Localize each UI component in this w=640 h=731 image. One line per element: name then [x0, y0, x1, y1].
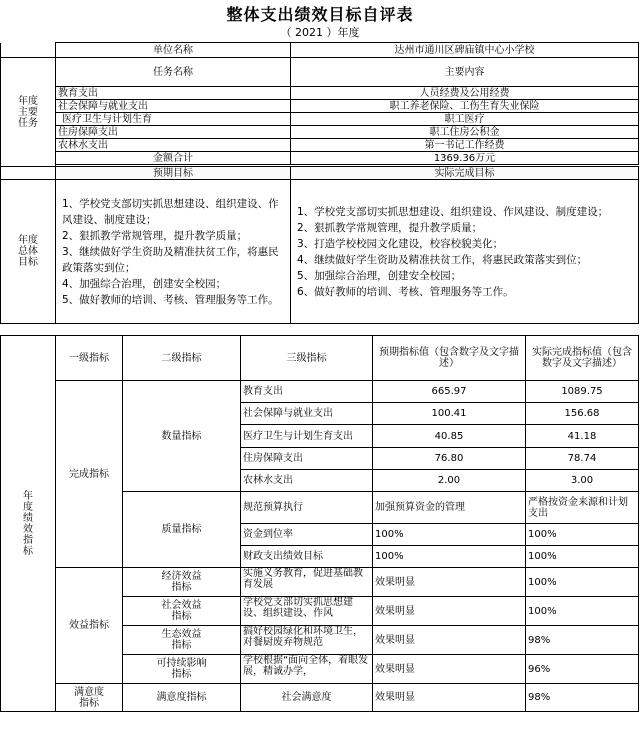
expected-value: 效果明显: [373, 655, 526, 684]
expected-value: 效果明显: [373, 684, 526, 712]
completion-indicator-label: 完成指标: [56, 381, 123, 568]
expected-value: 效果明显: [373, 597, 526, 626]
indicator-name: 规范预算执行: [241, 492, 373, 524]
actual-value: 41.18: [526, 425, 639, 448]
actual-value: 100%: [526, 546, 639, 568]
indicator-name: 学校根据“面向全体，着眼发展，精诚办学，: [241, 655, 373, 684]
benefit-level2: 经济效益 指标: [123, 568, 241, 597]
expected-value: 加强预算资金的管理: [373, 492, 526, 524]
quantity-indicator-label: 数量指标: [123, 381, 241, 492]
expected-value: 效果明显: [373, 568, 526, 597]
indicator-name: 住房保障支出: [241, 448, 373, 470]
indicator-name: 医疗卫生与计划生育支出: [241, 425, 373, 448]
tasks-section-label: 年度 主要 任务: [1, 58, 56, 167]
task-content: 第一书记工作经费: [291, 139, 639, 152]
expected-value-header: 预期指标值（包含数字及文字描述）: [373, 336, 526, 381]
actual-value: 100%: [526, 524, 639, 546]
expected-goal-text: 1、学校党支部切实抓思想建设、组织建设、作风建设、制度建设； 2、狠抓教学常规管理，提升教学质量； 3、继续做好学生资助及精准扶贫工作，将惠民政策落实到位； 4、加强综合治理，创建安全校园； 5、做好教师的培训、考核、管理服务等工作。: [56, 180, 291, 324]
level3-header: 三级指标: [241, 336, 373, 381]
actual-goal-text: 1、学校党支部切实抓思想建设、组织建设、作风建设、制度建设； 2、狠抓教学常规管理，提升教学质量； 3、打造学校校园文化建设，校容校貌美化； 4、继续做好学生资助及精准扶贫工作，将惠民政策落实到位； 5、加强综合治理，创建安全校园； 6、做好教师的培训、考核、管理服务等工作。: [291, 180, 639, 324]
expected-value: 2.00: [373, 470, 526, 492]
total-value: 1369.36万元: [291, 152, 639, 165]
indicator-name: 社会满意度: [241, 684, 373, 712]
indicator-table: [0, 335, 639, 712]
expected-value: 100%: [373, 546, 526, 568]
indicator-name: 社会保障与就业支出: [241, 403, 373, 425]
indicator-name: 学校党支部切实抓思想建设、组织建设、作风: [241, 597, 373, 626]
indicators-section-label: 年 度 绩 效 指 标: [1, 336, 56, 712]
actual-value: 96%: [526, 655, 639, 684]
level1-header: 一级指标: [56, 336, 123, 381]
benefit-level2: 可持续影响 指标: [123, 655, 241, 684]
actual-value-header: 实际完成指标值（包含数字及文字描述）: [526, 336, 639, 381]
task-content: 职工养老保险、工伤生育失业保险: [291, 100, 639, 113]
task-name: 医疗卫生与计划生育: [56, 113, 291, 126]
unit-label: 单位名称: [56, 43, 291, 58]
expected-value: 665.97: [373, 381, 526, 403]
task-name: 教育支出: [56, 87, 291, 100]
task-content: 职工住房公积金: [291, 126, 639, 139]
actual-value: 3.00: [526, 470, 639, 492]
satisfaction-level2: 满意度指标: [123, 684, 241, 712]
actual-value: 78.74: [526, 448, 639, 470]
benefit-level2: 生态效益 指标: [123, 626, 241, 655]
quality-indicator-label: 质量指标: [123, 492, 241, 568]
unit-value: 达州市通川区碑庙镇中心小学校: [291, 43, 639, 58]
actual-value: 98%: [526, 684, 639, 712]
benefit-level2: 社会效益 指标: [123, 597, 241, 626]
goals-section-label: 年度 总体 目标: [1, 180, 56, 324]
indicator-name: 农林水支出: [241, 470, 373, 492]
indicator-name: 教育支出: [241, 381, 373, 403]
year-line: （ 2021 ）年度: [280, 26, 360, 39]
expected-goal-header: 预期目标: [56, 167, 291, 180]
actual-value: 98%: [526, 626, 639, 655]
total-label: 金额合计: [56, 152, 291, 165]
expected-value: 100%: [373, 524, 526, 546]
actual-value: 100%: [526, 597, 639, 626]
satisfaction-level1: 满意度 指标: [56, 684, 123, 712]
actual-value: 100%: [526, 568, 639, 597]
expected-value: 40.85: [373, 425, 526, 448]
expected-value: 效果明显: [373, 626, 526, 655]
expected-value: 100.41: [373, 403, 526, 425]
benefit-indicator-label: 效益指标: [56, 568, 123, 684]
task-name-header: 任务名称: [56, 58, 291, 87]
indicator-name: 资金到位率: [241, 524, 373, 546]
task-content: 人员经费及公用经费: [291, 87, 639, 100]
actual-value: 1089.75: [526, 381, 639, 403]
actual-goal-header: 实际完成目标: [291, 167, 639, 180]
indicator-name: 搞好校园绿化和环境卫生，对餐厨废弃物规范: [241, 626, 373, 655]
level2-header: 二级指标: [123, 336, 241, 381]
task-table: [0, 42, 639, 324]
task-name: 农林水支出: [56, 139, 291, 152]
actual-value: 156.68: [526, 403, 639, 425]
page-title: 整体支出绩效目标自评表: [226, 5, 414, 24]
task-content-header: 主要内容: [291, 58, 639, 87]
task-name: 住房保障支出: [56, 126, 291, 139]
indicator-name: 财政支出绩效目标: [241, 546, 373, 568]
indicator-name: 实施义务教育，促进基础教育发展: [241, 568, 373, 597]
task-content: 职工医疗: [291, 113, 639, 126]
actual-value: 严格按资金来源和计划支出: [526, 492, 639, 524]
expected-value: 76.80: [373, 448, 526, 470]
task-name: 社会保障与就业支出: [56, 100, 291, 113]
